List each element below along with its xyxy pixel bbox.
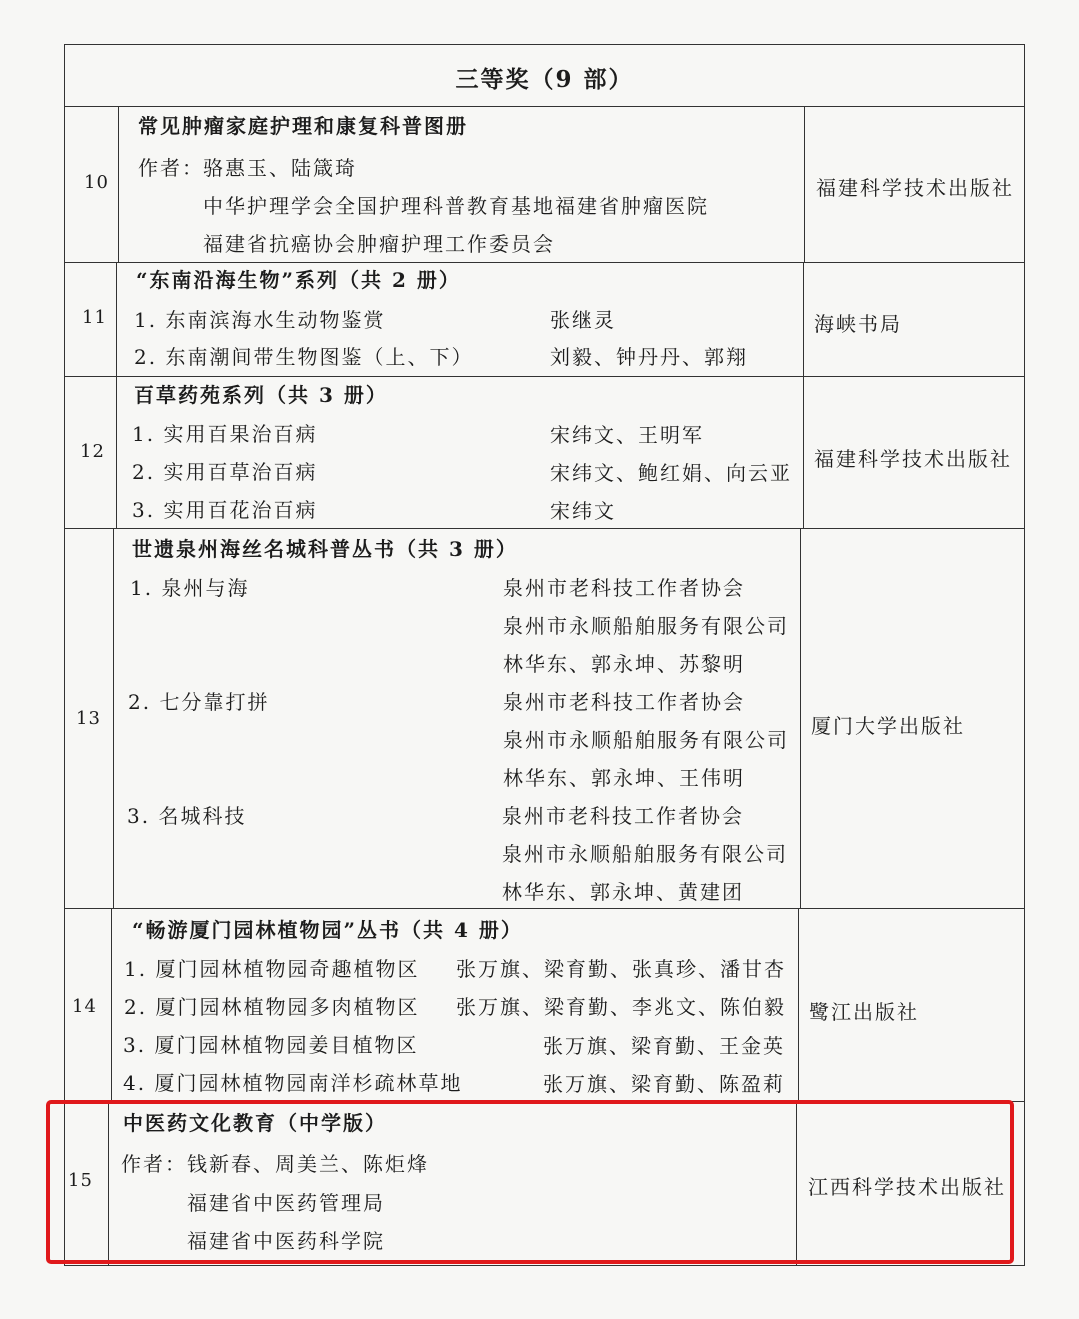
volume-author-line: 泉州市永顺船舶服务有限公司 xyxy=(503,614,789,638)
volume-authors: 刘毅、钟丹丹、郭翔 xyxy=(550,345,748,369)
publisher: 鹭江出版社 xyxy=(809,1000,919,1024)
book-title: 常见肿瘤家庭护理和康复科普图册 xyxy=(138,114,468,138)
volume-title: 3. 名城科技 xyxy=(127,804,247,828)
volume-title: 2. 厦门园林植物园多肉植物区 xyxy=(124,995,420,1019)
volume-authors: 宋纬文 xyxy=(550,499,616,523)
publisher: 厦门大学出版社 xyxy=(811,714,965,738)
column-divider xyxy=(113,528,114,908)
volume-author-line: 泉州市永顺船舶服务有限公司 xyxy=(502,842,788,866)
row-divider xyxy=(64,262,1025,263)
highlight-box xyxy=(46,1100,1014,1264)
series-title: “东南沿海生物”系列（共 2 册） xyxy=(136,268,461,292)
publisher: 福建科学技术出版社 xyxy=(814,447,1012,471)
volume-author-line: 泉州市老科技工作者协会 xyxy=(503,576,745,600)
volume-title: 1. 泉州与海 xyxy=(130,576,250,600)
column-divider xyxy=(798,908,799,1101)
row-divider xyxy=(64,376,1025,377)
column-divider xyxy=(804,106,805,262)
organization: 中华护理学会全国护理科普教育基地福建省肿瘤医院 xyxy=(203,194,709,218)
row-number: 15 xyxy=(68,1170,93,1191)
book-title: 中医药文化教育（中学版） xyxy=(123,1111,387,1135)
row-divider xyxy=(64,106,1025,107)
volume-author-line: 林华东、郭永坤、苏黎明 xyxy=(503,652,745,676)
volume-authors: 宋纬文、鲍红娟、向云亚 xyxy=(550,461,792,485)
volume-author-line: 泉州市老科技工作者协会 xyxy=(503,690,745,714)
volume-title: 2. 七分靠打拼 xyxy=(128,690,270,714)
volume-author-line: 林华东、郭永坤、王伟明 xyxy=(503,766,745,790)
author-label: 作者： xyxy=(121,1152,187,1176)
volume-title: 3. 实用百花治百病 xyxy=(132,498,318,522)
column-divider xyxy=(118,106,119,262)
row-number: 12 xyxy=(80,441,105,462)
column-divider xyxy=(800,528,801,908)
volume-author-line: 泉州市老科技工作者协会 xyxy=(502,804,744,828)
row-divider xyxy=(64,908,1025,909)
volume-author-line: 林华东、郭永坤、黄建团 xyxy=(502,880,744,904)
volume-title: 1. 厦门园林植物园奇趣植物区 xyxy=(124,957,420,981)
volume-authors: 张继灵 xyxy=(550,308,616,332)
column-divider xyxy=(116,262,117,528)
organization: 福建省中医药科学院 xyxy=(187,1229,385,1253)
volume-authors: 张万旗、梁育勤、陈盈莉 xyxy=(543,1072,785,1096)
row-number: 10 xyxy=(84,172,109,193)
volume-authors: 张万旗、梁育勤、张真珍、潘甘杏 xyxy=(456,957,786,981)
volume-title: 1. 实用百果治百病 xyxy=(132,422,318,446)
volume-title: 4. 厦门园林植物园南洋杉疏林草地 xyxy=(123,1071,463,1095)
volume-title: 3. 厦门园林植物园姜目植物区 xyxy=(123,1033,419,1057)
series-title: 百草药苑系列（共 3 册） xyxy=(134,383,388,407)
row-divider xyxy=(64,528,1025,529)
organization: 福建省抗癌协会肿瘤护理工作委员会 xyxy=(203,232,555,256)
volume-authors: 张万旗、梁育勤、王金英 xyxy=(543,1034,785,1058)
series-title: “畅游厦门园林植物园”丛书（共 4 册） xyxy=(132,918,523,942)
volume-authors: 张万旗、梁育勤、李兆文、陈伯毅 xyxy=(456,995,786,1019)
volume-title: 2. 东南潮间带生物图鉴（上、下） xyxy=(134,345,474,369)
organization: 福建省中医药管理局 xyxy=(187,1191,385,1215)
volume-author-line: 泉州市永顺船舶服务有限公司 xyxy=(503,728,789,752)
row-number: 14 xyxy=(72,996,97,1017)
award-category-header: 三等奖（9 部） xyxy=(455,65,634,93)
volume-authors: 宋纬文、王明军 xyxy=(550,423,704,447)
row-number: 11 xyxy=(82,307,107,328)
row-number: 13 xyxy=(76,708,101,729)
column-divider xyxy=(803,262,804,528)
volume-title: 2. 实用百草治百病 xyxy=(132,460,318,484)
publisher: 海峡书局 xyxy=(814,312,902,336)
column-divider xyxy=(111,908,112,1101)
publisher: 江西科学技术出版社 xyxy=(808,1175,1006,1199)
publisher: 福建科学技术出版社 xyxy=(816,176,1014,200)
author-label: 作者： xyxy=(138,156,204,180)
authors: 钱新春、周美兰、陈炬烽 xyxy=(187,1152,429,1176)
volume-title: 1. 东南滨海水生动物鉴赏 xyxy=(134,308,386,332)
series-title: 世遗泉州海丝名城科普丛书（共 3 册） xyxy=(132,537,518,561)
authors: 骆惠玉、陆箴琦 xyxy=(203,156,357,180)
